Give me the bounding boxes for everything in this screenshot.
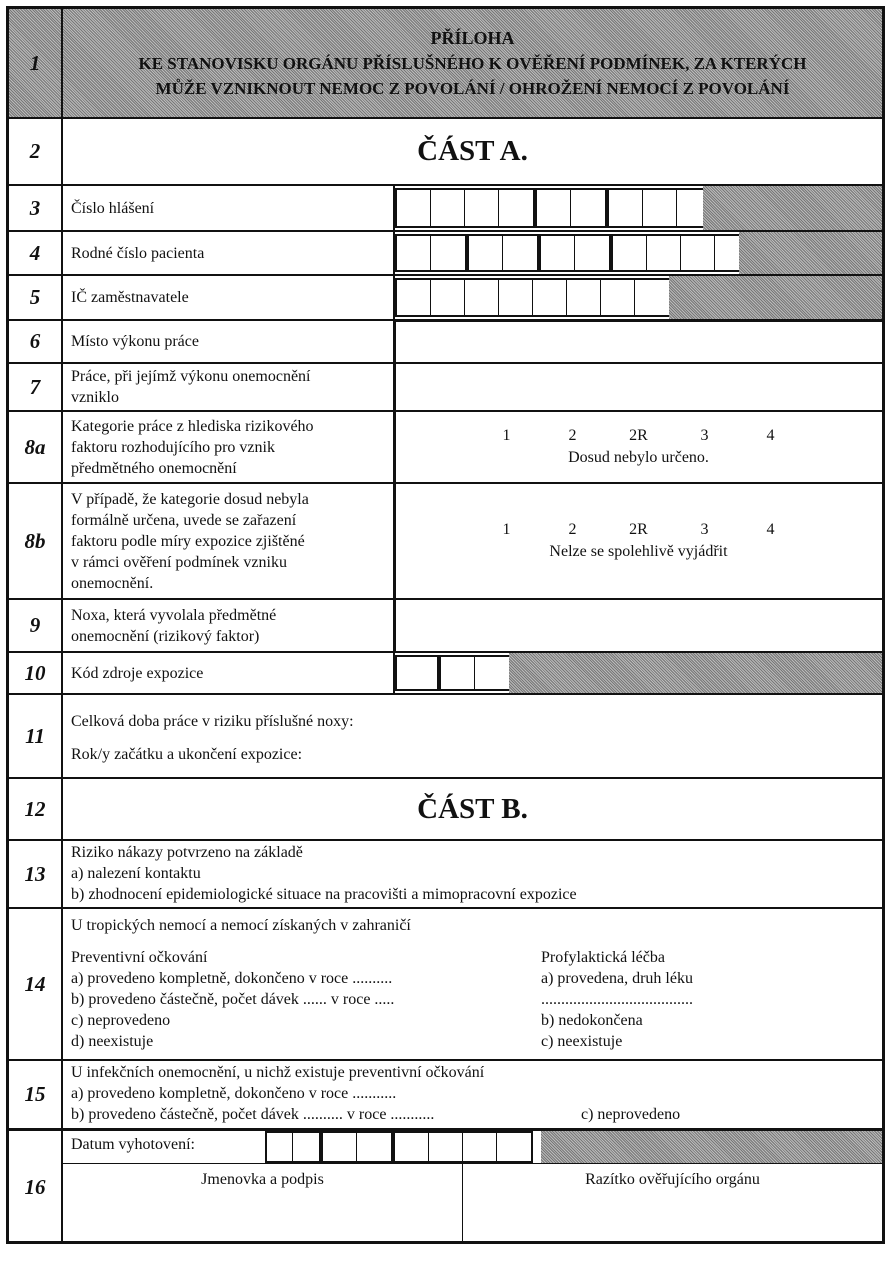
- work-type-field[interactable]: [395, 364, 882, 410]
- row-number: 5: [9, 276, 63, 319]
- digit-box[interactable]: [267, 1133, 293, 1161]
- shaded-area: [541, 1131, 882, 1163]
- vaccination-option-d[interactable]: d) neexistuje: [71, 1033, 154, 1050]
- row-noxa: [9, 600, 882, 653]
- digit-box[interactable]: [431, 280, 465, 315]
- shaded-area: [509, 653, 882, 693]
- title-line-1: PŘÍLOHA: [430, 27, 515, 48]
- category-option[interactable]: 2: [568, 427, 577, 444]
- infectious-option-b[interactable]: b) provedeno částečně, počet dávek .......... v roce ...........: [71, 1106, 435, 1123]
- shaded-area: [703, 186, 882, 230]
- digit-box[interactable]: [647, 236, 681, 270]
- shaded-area: [739, 232, 882, 274]
- option-epidemiology[interactable]: b) zhodnocení epidemiologické situace na pracovišti a mimopracovní expozice: [71, 886, 577, 903]
- category-8a-label: Kategorie práce z hlediska rizikového faktoru rozhodujícího pro vznik předmětného onemocnění: [71, 417, 314, 477]
- row-infectious-vaccination: [9, 1061, 882, 1131]
- category-option[interactable]: 4: [766, 521, 775, 538]
- digit-box[interactable]: [465, 190, 499, 226]
- row-number: 14: [9, 909, 63, 1059]
- row-number: 7: [9, 364, 63, 410]
- name-signature-label: Jmenovka a podpis: [201, 1171, 324, 1188]
- stamp-field[interactable]: [463, 1163, 882, 1244]
- category-8b-label: V případě, že kategorie dosud nebyla formálně určena, uvede se zařazení faktoru podle míry expozice zjištěné v rámci ověření podmínek vzniku onemocnění.: [71, 490, 309, 592]
- digit-box[interactable]: [469, 236, 503, 270]
- row-number: 2: [9, 119, 63, 184]
- category-option[interactable]: 3: [700, 427, 709, 444]
- report-number-label: Číslo hlášení: [71, 199, 155, 217]
- employer-id-label: IČ zaměstnavatele: [71, 289, 189, 306]
- digit-box[interactable]: [571, 190, 605, 226]
- row-infection-risk: [9, 841, 882, 909]
- exposure-duration-text[interactable]: [71, 695, 874, 777]
- digit-box[interactable]: [397, 190, 431, 226]
- title-line-2: KE STANOVISKU ORGÁNU PŘÍSLUŠNÉHO K OVĚŘENÍ PODMÍNEK, ZA KTERÝCH: [138, 53, 807, 73]
- work-type-label: Práce, při jejímž výkonu onemocnění vzniklo: [71, 368, 311, 406]
- work-place-label: Místo výkonu práce: [71, 333, 199, 350]
- digit-box[interactable]: [609, 190, 643, 226]
- category-option[interactable]: 2R: [629, 427, 648, 444]
- total-duration-label: Celková doba práce v riziku příslušné noxy:: [71, 713, 354, 730]
- digit-box[interactable]: [567, 280, 601, 315]
- digit-box[interactable]: [537, 190, 571, 226]
- noxa-field[interactable]: [395, 600, 882, 651]
- part-b-row: [9, 779, 882, 841]
- part-b-heading: ČÁST B.: [417, 792, 528, 825]
- category-option[interactable]: 2: [568, 521, 577, 538]
- row-employer-id: [9, 276, 882, 321]
- category-option[interactable]: 2R: [629, 521, 648, 538]
- title-line-3: MŮŽE VZNIKNOUT NEMOC Z POVOLÁNÍ / OHROŽENÍ NEMOCÍ Z POVOLÁNÍ: [155, 78, 790, 98]
- digit-box[interactable]: [463, 1133, 497, 1161]
- row-work-place: [9, 321, 882, 364]
- row-work-type: [9, 364, 882, 412]
- exposure-code-boxes[interactable]: [395, 655, 511, 691]
- digit-box[interactable]: [323, 1133, 357, 1161]
- digit-box[interactable]: [465, 280, 499, 315]
- row-report-number: [9, 186, 882, 232]
- digit-box[interactable]: [499, 190, 533, 226]
- digit-box[interactable]: [643, 190, 677, 226]
- row-birth-number: [9, 232, 882, 276]
- row-number: 11: [9, 695, 63, 777]
- vaccination-option-a[interactable]: a) provedeno kompletně, dokončeno v roce ..........: [71, 970, 393, 987]
- part-a-row: [9, 119, 882, 186]
- row-exposure-duration: [9, 695, 882, 779]
- digit-box[interactable]: [429, 1133, 463, 1161]
- row-tropical-diseases: [9, 909, 882, 1061]
- noxa-label: Noxa, která vyvolala předmětné onemocnění (rizikový faktor): [71, 606, 277, 645]
- shaded-area: [669, 276, 882, 319]
- row-number: 4: [9, 232, 63, 274]
- header-row: [9, 9, 882, 119]
- category-option[interactable]: 1: [502, 427, 511, 444]
- birth-number-boxes[interactable]: [395, 234, 751, 272]
- row-number: 9: [9, 600, 63, 651]
- work-place-field[interactable]: [395, 321, 882, 362]
- row-number: 13: [9, 841, 63, 907]
- category-8b-options[interactable]: [395, 484, 882, 598]
- digit-box[interactable]: [503, 236, 537, 270]
- digit-box[interactable]: [635, 280, 669, 315]
- category-note[interactable]: Nelze se spolehlivě vyjádřit: [549, 543, 728, 560]
- digit-box[interactable]: [613, 236, 647, 270]
- name-signature-field[interactable]: [63, 1163, 463, 1244]
- row-number: 16: [9, 1131, 63, 1244]
- exposure-years-label: Rok/y začátku a ukončení expozice:: [71, 746, 303, 763]
- digit-box[interactable]: [395, 1133, 429, 1161]
- digit-box[interactable]: [357, 1133, 391, 1161]
- treatment-option-b[interactable]: b) nedokončena: [541, 1012, 643, 1029]
- preventive-vaccination: Preventivní očkování a) provedeno kompletně, dokončeno v roce .......... b) provedeno částečně, počet dávek ...... v roce ..... c) neprovedeno d) neexistuje: [71, 947, 541, 1052]
- digit-box[interactable]: [575, 236, 609, 270]
- row-number: 12: [9, 779, 63, 839]
- digit-box[interactable]: [499, 280, 533, 315]
- digit-box[interactable]: [431, 190, 465, 226]
- digit-box[interactable]: [397, 236, 431, 270]
- date-boxes[interactable]: [265, 1131, 533, 1163]
- digit-box[interactable]: [497, 1133, 531, 1161]
- date-row: [63, 1131, 882, 1164]
- category-note[interactable]: Dosud nebylo určeno.: [568, 449, 709, 466]
- digit-box[interactable]: [601, 280, 635, 315]
- exposure-code-label: Kód zdroje expozice: [71, 664, 204, 682]
- treatment-option-c[interactable]: c) neexistuje: [541, 1033, 623, 1050]
- row-number: 6: [9, 321, 63, 362]
- row-category-8b: [9, 484, 882, 600]
- row-exposure-code: [9, 653, 882, 695]
- row-number: 3: [9, 186, 63, 230]
- row-signature: [9, 1131, 882, 1244]
- digit-box[interactable]: [541, 236, 575, 270]
- digit-box[interactable]: [475, 657, 509, 689]
- treatment-drug-field[interactable]: ......................................: [541, 991, 693, 1008]
- option-contact[interactable]: a) nalezení kontaktu: [71, 865, 201, 882]
- form-page: [6, 6, 885, 1244]
- digit-box[interactable]: [397, 280, 431, 315]
- category-option[interactable]: 4: [766, 427, 775, 444]
- infectious-option-c[interactable]: c) neprovedeno: [581, 1106, 681, 1123]
- digit-box[interactable]: [397, 657, 437, 689]
- category-option[interactable]: 1: [502, 521, 511, 538]
- stamp-label: Razítko ověřujícího orgánu: [585, 1171, 760, 1188]
- date-label: Datum vyhotovení:: [71, 1136, 195, 1153]
- category-option[interactable]: 3: [700, 521, 709, 538]
- digit-box[interactable]: [533, 280, 567, 315]
- treatment-option-a[interactable]: a) provedena, druh léku: [541, 970, 693, 987]
- infectious-vaccination-text: U infekčních onemocnění, u nichž existuje preventivní očkování a) provedeno kompletně, dokončeno v roce ........... b) provedeno částečně, počet dávek .......... v roce ........... c) neprovedeno: [71, 1061, 874, 1128]
- row-number: 8a: [9, 412, 63, 482]
- row-number: 15: [9, 1061, 63, 1128]
- row-category-8a: [9, 412, 882, 484]
- report-number-boxes[interactable]: [395, 188, 713, 228]
- row-number: 8b: [9, 484, 63, 598]
- digit-box[interactable]: [441, 657, 475, 689]
- form-title: [63, 9, 882, 117]
- row-number: 10: [9, 653, 63, 693]
- part-a-heading: ČÁST A.: [417, 135, 528, 167]
- infectious-option-a[interactable]: a) provedeno kompletně, dokončeno v roce ...........: [71, 1085, 397, 1102]
- tropical-diseases-text: U tropických nemocí a nemocí získaných v zahraničí Preventivní očkování a) provedeno kompletně, dokončeno v roce .......... b) provedeno částečně, počet dávek ...... v roce ..... c) neprovedeno d) neexistuje Profylaktická léčba a) provedena, druh léku ...................................... b) nedokončena c) neexistuje: [71, 917, 693, 1050]
- infection-risk-text: Riziko nákazy potvrzeno na základě a) nalezení kontaktu b) zhodnocení epidemiologické situace na pracovišti a mimopracovní expozice: [71, 841, 874, 907]
- row-number: 1: [9, 9, 63, 117]
- employer-id-boxes[interactable]: [395, 278, 671, 317]
- prophylactic-treatment: Profylaktická léčba a) provedena, druh léku ...................................... b) nedokončena c) neexistuje: [541, 949, 693, 1050]
- digit-box[interactable]: [293, 1133, 319, 1161]
- vaccination-option-b[interactable]: b) provedeno částečně, počet dávek ...... v roce .....: [71, 991, 395, 1008]
- vaccination-option-c[interactable]: c) neprovedeno: [71, 1012, 171, 1029]
- digit-box[interactable]: [681, 236, 715, 270]
- birth-number-label: Rodné číslo pacienta: [71, 244, 205, 262]
- digit-box[interactable]: [431, 236, 465, 270]
- category-8a-options[interactable]: [395, 412, 882, 482]
